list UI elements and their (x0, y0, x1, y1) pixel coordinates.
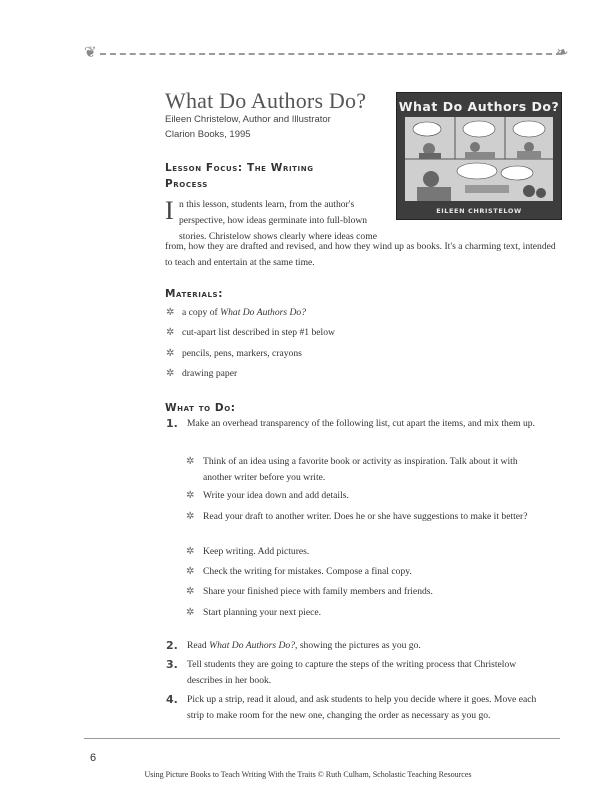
publisher-line: Clarion Books, 1995 (165, 129, 251, 140)
step-text: Read What Do Authors Do?, showing the pictures as you go. (187, 640, 421, 651)
materials-item: ✲ a copy of What Do Authors Do? (166, 307, 307, 318)
sparkle-bullet-icon: ✲ (186, 546, 195, 557)
drop-cap: I (165, 196, 174, 225)
footer-credit: Using Picture Books to Teach Writing With the Traits © Ruth Culham, Scholastic Teaching Resources (144, 770, 472, 779)
step-number: 4. (166, 693, 178, 706)
intro-paragraph-part1: n this lesson, students learn, from the author's perspective, how ideas germinate into full-blown stories. Christelow shows clearly where ideas come (179, 199, 377, 242)
step-number: 2. (166, 639, 178, 652)
what-to-do-heading: What to Do: (165, 402, 236, 414)
curl-ornament-icon: ❦ (84, 45, 97, 61)
step-number: 3. (166, 658, 178, 671)
cover-illustration (405, 117, 553, 201)
substep-text: Keep writing. Add pictures. (203, 546, 310, 557)
intro-paragraph-part2: from, how they are drafted and revised, and how they wind up as books. It's a charming text, intended to teach and entertain at the same time. (165, 241, 556, 268)
substep-text: Start planning your next piece. (203, 607, 322, 618)
step-text: Tell students they are going to capture the steps of the writing process that Christelow describes in her book. (187, 659, 517, 686)
step-number: 1. (166, 417, 178, 430)
substep-text: Think of an idea using a favorite book or activity as inspiration. Talk about it with another writer before you write. (203, 456, 518, 483)
substep-text: Share your finished piece with family members and friends. (203, 586, 433, 597)
lesson-focus-heading: Lesson Focus: The Writing (165, 162, 314, 174)
substep-text: Read your draft to another writer. Does he or she have suggestions to make it better? (203, 511, 528, 522)
footer-divider (84, 738, 560, 739)
sparkle-bullet-icon: ✲ (166, 307, 175, 318)
sparkle-bullet-icon: ✲ (186, 490, 195, 501)
sparkle-bullet-icon: ✲ (186, 586, 195, 597)
sparkle-bullet-icon: ✲ (186, 456, 195, 467)
step-text: Pick up a strip, read it aloud, and ask students to help you decide where it goes. Move each strip to make room for the new one, changing the order as necessary as you go. (187, 694, 537, 721)
page-title: What Do Authors Do? (165, 88, 367, 113)
curl-ornament-icon: ❧ (556, 45, 569, 61)
materials-item: ✲ drawing paper (166, 368, 238, 379)
substep-text: Write your idea down and add details. (203, 490, 349, 501)
dashed-divider (100, 53, 562, 55)
sparkle-bullet-icon: ✲ (186, 607, 195, 618)
lesson-focus-heading-cont: Process (165, 178, 208, 190)
materials-heading: Materials: (165, 288, 223, 300)
sparkle-bullet-icon: ✲ (166, 327, 175, 338)
substep-text: Check the writing for mistakes. Compose a final copy. (203, 566, 412, 577)
book-cover-image (396, 92, 562, 220)
materials-item: ✲ cut-apart list described in step #1 below (166, 327, 335, 338)
sparkle-bullet-icon: ✲ (186, 511, 195, 522)
step-text: Make an overhead transparency of the following list, cut apart the items, and mix them up. (187, 418, 535, 429)
author-line: Eileen Christelow, Author and Illustrator (165, 114, 331, 125)
page-number: 6 (90, 752, 97, 764)
sparkle-bullet-icon: ✲ (166, 368, 175, 379)
sparkle-bullet-icon: ✲ (166, 348, 175, 359)
sparkle-bullet-icon: ✲ (186, 566, 195, 577)
materials-item: ✲ pencils, pens, markers, crayons (166, 348, 302, 359)
cover-title: What Do Authors Do? (398, 99, 560, 114)
cover-author: EILEEN CHRISTELOW (436, 207, 522, 215)
